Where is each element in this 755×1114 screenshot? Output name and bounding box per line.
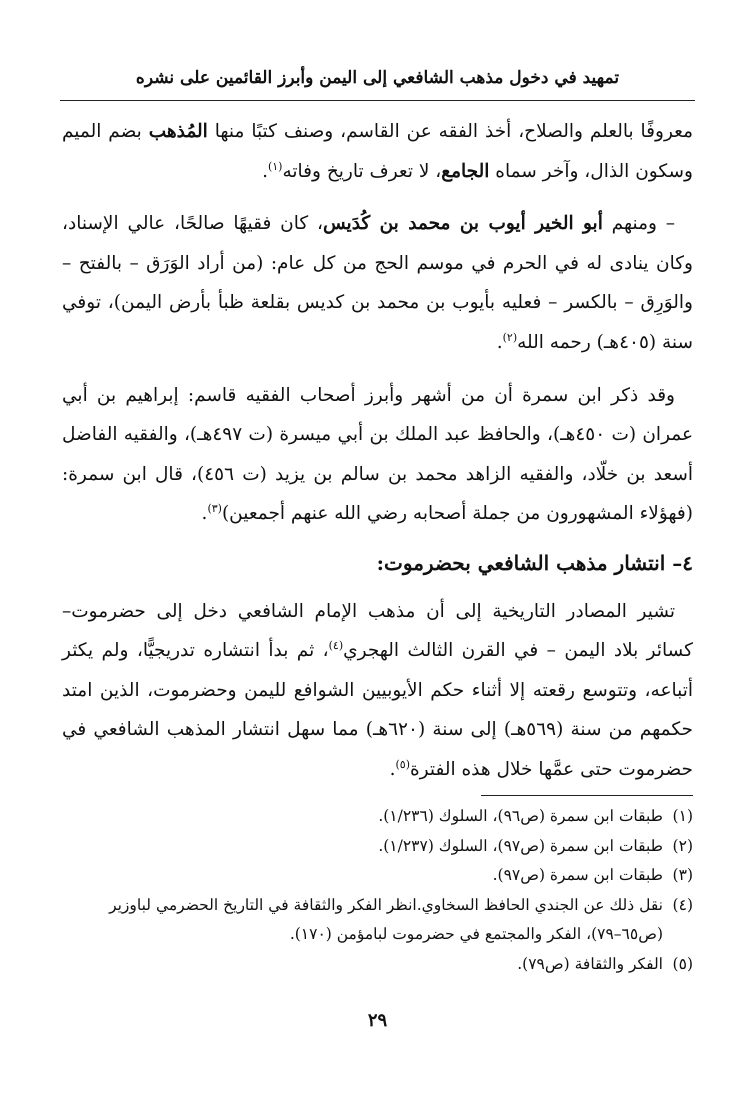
text-span: .	[496, 331, 503, 353]
text-span: بضم الميم وسكون الذال، وآخر سماه	[62, 121, 693, 182]
text-span: معروفًا بالعلم والصلاح، أخذ الفقه عن القاسم، وصنف كتبًا منها	[207, 121, 693, 142]
footnote-2	[62, 832, 693, 862]
footnote-text: طبقات ابن سمرة (ص٩٦)، السلوك (١/٢٣٦).	[378, 807, 663, 825]
footnote-number: (١)	[672, 807, 693, 825]
text-span: ، لا تعرف تاريخ وفاته	[282, 160, 442, 182]
footnote-number: (٤)	[672, 895, 693, 914]
footnote-ref: (١)	[267, 159, 283, 173]
bold-name: أبو الخير أيوب بن محمد بن كُدَيس	[322, 213, 603, 235]
text-span: .	[201, 503, 208, 525]
footnote-ref: (٢)	[502, 330, 518, 344]
footnote-text: الفكر والثقافة (ص٧٩).	[517, 954, 663, 973]
footnote-ref: (٣)	[207, 502, 222, 516]
paragraph-3	[62, 376, 693, 534]
bold-term: الجامع	[441, 160, 490, 182]
bold-term: المُذهب	[148, 121, 208, 142]
text-span: – ومنهم	[602, 213, 676, 235]
text-span: .	[262, 160, 268, 182]
page-number: ٢٩	[367, 1010, 388, 1031]
footnote-1	[62, 802, 693, 832]
footnote-3	[62, 861, 693, 891]
footnote-text: طبقات ابن سمرة (ص٩٧).	[492, 866, 663, 884]
paragraph-2	[62, 204, 693, 362]
footnote-ref: (٤)	[328, 638, 344, 652]
footnote-divider	[481, 795, 693, 796]
footnote-number: (٢)	[672, 836, 693, 855]
footnotes	[62, 802, 693, 979]
footnote-4	[62, 891, 693, 950]
text-span: تشير المصادر التاريخية إلى أن مذهب الإمام الشافعي دخل إلى حضرموت– كسائر بلاد اليمن – في القرن الثالث الهجري	[62, 600, 693, 662]
paragraph-1	[62, 112, 693, 191]
footnote-text: طبقات ابن سمرة (ص٩٧)، السلوك (١/٢٣٧).	[378, 836, 663, 855]
text-span: .	[389, 758, 396, 780]
main-text	[62, 112, 693, 790]
text-span: وقد ذكر ابن سمرة أن من أشهر وأبرز أصحاب الفقيه قاسم: إبراهيم بن أبي عمران (ت ٤٥٠هـ)، والحافظ عبد الملك بن أبي ميسرة (ت ٤٩٧هـ)، والفقيه الفاضل أسعد بن خلّاد، والفقيه الزاهد محمد بن سالم بن يزيد (ت ٤٥٦)، قال ابن سمرة: (فهؤلاء المشهورون من جملة أصحابه رضي الله عنهم أجمعين)	[62, 384, 694, 525]
paragraph-4	[62, 592, 693, 790]
footnote-number: (٥)	[672, 954, 693, 973]
header-divider	[60, 100, 695, 101]
running-header: تمهيد في دخول مذهب الشافعي إلى اليمن وأبرز القائمين على نشره	[135, 68, 620, 88]
footnote-text: نقل ذلك عن الجندي الحافظ السخاوي.انظر الفكر والثقافة في التاريخ الحضرمي لباوزير (ص٦٥–٧٩)، الفكر والمجتمع في حضرموت لبامؤمن (١٧٠).	[109, 895, 663, 943]
footnote-5	[62, 950, 693, 980]
footnote-number: (٣)	[672, 866, 693, 884]
text-span: ، ثم بدأ انتشاره تدريجيًّا، ولم يكثر أتباعه، وتتوسع رقعته إلا أثناء حكم الأيوبيين الشوافع لليمن وحضرموت، الذين امتد حكمهم من سنة (٥٦٩هـ) إلى سنة (٦٢٠هـ) مما سهل انتشار المذهب الشافعي في حضرموت حتى عمَّها خلال هذه الفترة	[62, 640, 693, 780]
section-heading: ٤– انتشار مذهب الشافعي بحضرموت:	[376, 550, 693, 575]
footnote-ref: (٥)	[395, 757, 410, 771]
text-span: ، كان فقيهًا صالحًا، عالي الإسناد، وكان ينادى له في الحرم في موسم الحج من كل عام: (من أراد الوَرَق – بالفتح – والوَرِق – بالكسر – فعليه بأيوب بن محمد بن كديس بقلعة ظبأ بأرض اليمن)، توفي سنة (٤٠٥هـ) رحمه الله	[62, 213, 693, 353]
